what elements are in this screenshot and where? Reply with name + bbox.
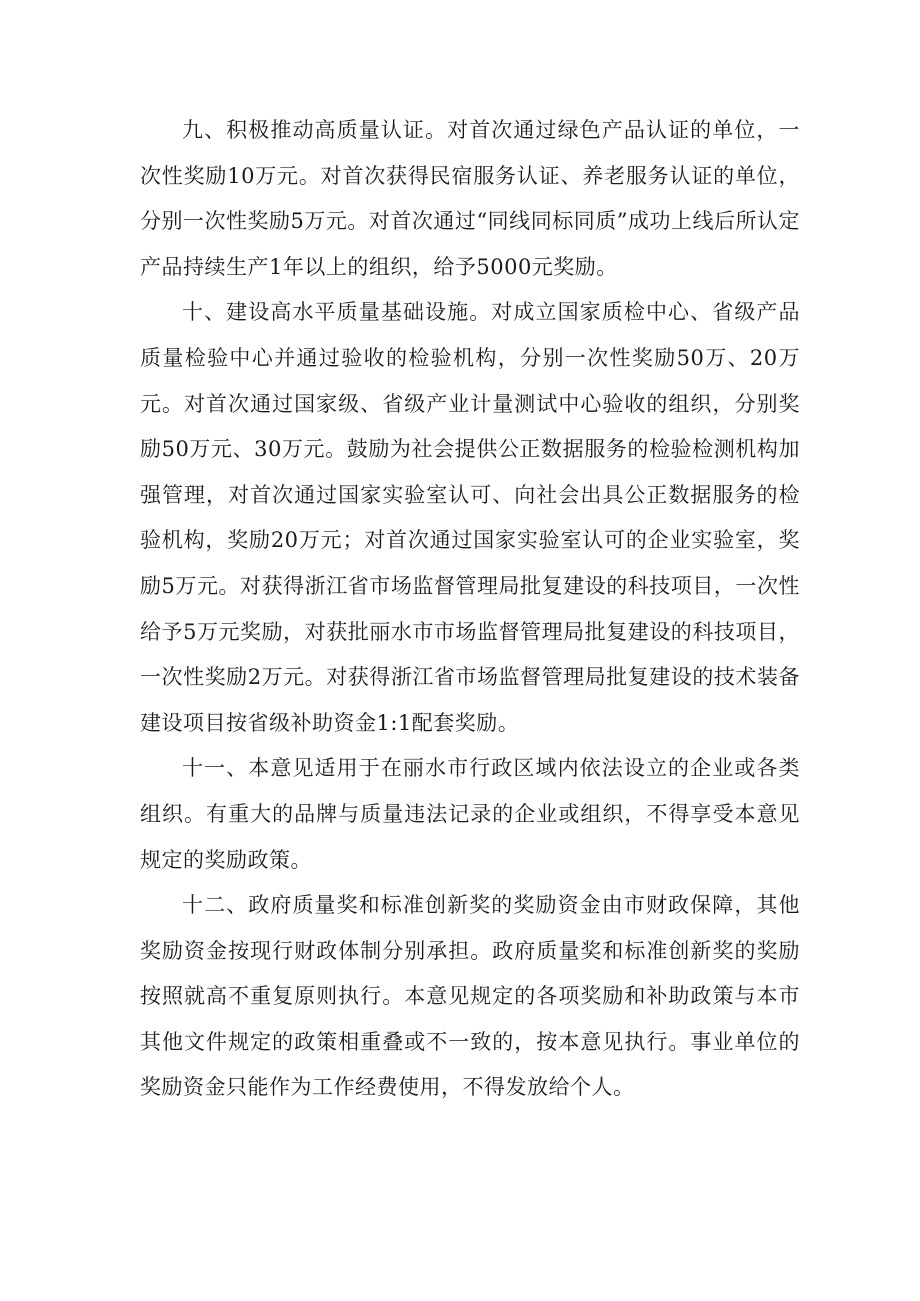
paragraph-article-9: 九、积极推动高质量认证。对首次通过绿色产品认证的单位，一次性奖励10万元。对首次获得民宿服务认证、养老服务认证的单位，分别一次性奖励5万元。对首次通过“同线同标同质”成功上线后所认定产品持续生产1年以上的组织，给予5000元奖励。	[140, 118, 800, 279]
paragraph-article-11: 十一、本意见适用于在丽水市行政区域内依法设立的企业或各类组织。有重大的品牌与质量违法记录的企业或组织，不得享受本意见规定的奖励政策。	[140, 756, 800, 872]
paragraph-article-12: 十二、政府质量奖和标准创新奖的奖励资金由市财政保障，其他奖励资金按现行财政体制分别承担。政府质量奖和标准创新奖的奖励按照就高不重复原则执行。本意见规定的各项奖励和补助政策与本市其他文件规定的政策相重叠或不一致的，按本意见执行。事业单位的奖励资金只能作为工作经费使用，不得发放给个人。	[140, 893, 800, 1100]
document-page	[140, 108, 800, 1111]
paragraph-article-10: 十、建设高水平质量基础设施。对成立国家质检中心、省级产品质量检验中心并通过验收的检验机构，分别一次性奖励50万、20万元。对首次通过国家级、省级产业计量测试中心验收的组织，分别奖励50万元、30万元。鼓励为社会提供公正数据服务的检验检测机构加强管理，对首次通过国家实验室认可、向社会出具公正数据服务的检验机构，奖励20万元；对首次通过国家实验室认可的企业实验室，奖励5万元。对获得浙江省市场监督管理局批复建设的科技项目，一次性给予5万元奖励，对获批丽水市市场监督管理局批复建设的科技项目，一次性奖励2万元。对获得浙江省市场监督管理局批复建设的技术装备建设项目按省级补助资金1:1配套奖励。	[140, 300, 800, 735]
